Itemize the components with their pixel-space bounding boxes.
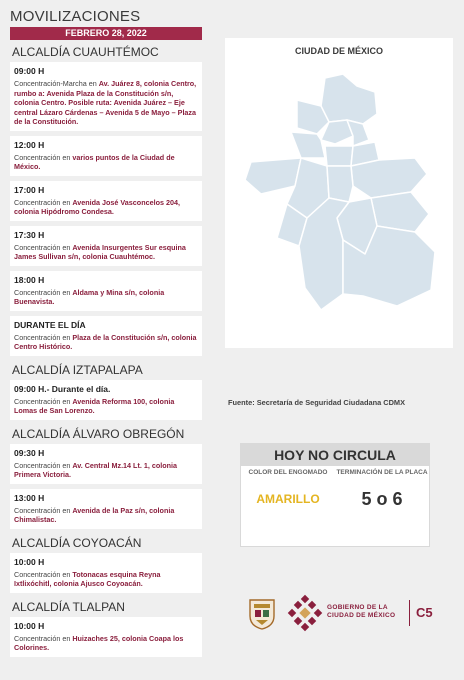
event-description bbox=[14, 79, 198, 127]
hnc-color-label: COLOR DEL ENGOMADO bbox=[248, 469, 328, 476]
event-location: Av. Juárez 8, colonia Centro, rumbo a: Avenida Plaza de la Constitución s/n, colonia Centro. Posible ruta: Avenida Juárez – Eje central Lázaro Cárdenas – Avenida 5 de Mayo – Plaza de la Constitución. bbox=[14, 79, 197, 126]
alcaldia-heading: ALCALDÍA ÁLVARO OBREGÓN bbox=[12, 426, 185, 441]
event-location: Avenida de la Paz s/n, colonia Chimalistac. bbox=[14, 505, 175, 524]
map-region bbox=[327, 166, 353, 202]
event-card bbox=[10, 62, 202, 131]
cdmx-logo-icon bbox=[287, 594, 323, 632]
cdmx-map bbox=[225, 62, 453, 342]
map-region bbox=[325, 146, 353, 166]
map-region bbox=[245, 158, 301, 194]
event-card bbox=[10, 226, 202, 266]
event-type: Concentración en bbox=[14, 242, 73, 252]
event-description bbox=[14, 461, 198, 480]
event-card bbox=[10, 553, 202, 593]
alcaldia-heading: ALCALDÍA IZTAPALAPA bbox=[12, 362, 143, 377]
event-time: 09:30 H bbox=[14, 447, 45, 458]
event-time: 17:00 H bbox=[14, 184, 45, 195]
event-location: Huizaches 25, colonia Coapa los Colorines. bbox=[14, 633, 184, 652]
map-panel bbox=[225, 38, 453, 348]
event-description bbox=[14, 288, 198, 307]
events-list bbox=[10, 43, 202, 662]
event-type: Concentración-Marcha en bbox=[14, 79, 99, 88]
coat-of-arms-icon bbox=[247, 596, 277, 630]
alcaldia-heading: ALCALDÍA TLALPAN bbox=[12, 599, 125, 614]
event-location: Totonacas esquina Reyna Ixtlixóchitl, colonia Ajusco Coyoacán. bbox=[14, 569, 161, 588]
alcaldia-heading: ALCALDÍA COYOACÁN bbox=[12, 535, 142, 550]
event-time: 13:00 H bbox=[14, 492, 45, 503]
event-card bbox=[10, 316, 202, 356]
map-title: CIUDAD DE MÉXICO bbox=[294, 46, 383, 56]
page-title: MOVILIZACIONES bbox=[10, 8, 141, 25]
event-type: Concentración en bbox=[14, 287, 73, 297]
event-time: 18:00 H bbox=[14, 274, 45, 285]
event-description bbox=[14, 243, 198, 262]
event-type: Concentración en bbox=[14, 460, 73, 470]
event-description bbox=[14, 198, 198, 217]
hnc-plate-label: TERMINACIÓN DE LA PLACA bbox=[336, 469, 428, 476]
event-location: Avenida José Vasconcelos 204, colonia Hipódromo Condesa. bbox=[14, 197, 180, 216]
event-time: 09:00 H bbox=[14, 66, 45, 76]
event-type: Concentración en bbox=[14, 505, 73, 515]
map-region bbox=[291, 132, 325, 158]
hnc-title: HOY NO CIRCULA bbox=[241, 444, 429, 466]
event-description bbox=[14, 506, 198, 525]
event-card bbox=[10, 181, 202, 221]
event-time: DURANTE EL DÍA bbox=[14, 319, 86, 330]
hoy-no-circula-card bbox=[240, 443, 430, 547]
logo-divider bbox=[409, 600, 410, 626]
event-type: Concentración en bbox=[14, 152, 73, 162]
event-time: 10:00 H bbox=[14, 620, 45, 631]
event-time: 10:00 H bbox=[14, 556, 45, 567]
event-location: Aldama y Mina s/n, colonia Buenavista. bbox=[14, 287, 165, 306]
event-time: 17:30 H bbox=[14, 229, 45, 240]
event-location: Avenida Insurgentes Sur esquina James Sullivan s/n, colonia Cuauhtémoc. bbox=[14, 242, 186, 261]
event-location: Av. Central Mz.14 Lt. 1, colonia Primera Victoria. bbox=[14, 460, 177, 479]
event-location: Plaza de la Constitución s/n, colonia Centro Histórico. bbox=[14, 332, 197, 351]
event-card bbox=[10, 444, 202, 484]
event-description bbox=[14, 634, 198, 653]
alcaldia-heading: ALCALDÍA CUAUHTÉMOC bbox=[12, 45, 159, 59]
event-type: Concentración en bbox=[14, 569, 73, 579]
event-description bbox=[14, 153, 198, 172]
event-type: Concentración en bbox=[14, 396, 73, 406]
event-description bbox=[14, 333, 198, 352]
hnc-plate-value: 5 o 6 bbox=[361, 489, 403, 509]
gobierno-label: GOBIERNO DE LA CIUDAD DE MÉXICO bbox=[327, 604, 396, 619]
event-type: Concentración en bbox=[14, 197, 73, 207]
event-time: 12:00 H bbox=[14, 139, 45, 150]
event-card bbox=[10, 617, 202, 657]
event-description bbox=[14, 397, 198, 416]
footer-logos bbox=[245, 594, 445, 634]
event-card bbox=[10, 489, 202, 529]
event-description bbox=[14, 570, 198, 589]
event-location: varios puntos de la Ciudad de México. bbox=[14, 152, 175, 171]
hnc-color-value: AMARILLO bbox=[256, 492, 320, 506]
map-region bbox=[321, 74, 377, 124]
event-type: Concentración en bbox=[14, 332, 73, 342]
event-card bbox=[10, 271, 202, 311]
event-location: Avenida Reforma 100, colonia Lomas de San Lorenzo. bbox=[14, 396, 175, 415]
event-card bbox=[10, 136, 202, 176]
event-card bbox=[10, 380, 202, 420]
event-type: Concentración en bbox=[14, 633, 73, 643]
date-banner: FEBRERO 28, 2022 bbox=[10, 27, 202, 40]
source-note: Fuente: Secretaría de Seguridad Ciudadana CDMX bbox=[228, 398, 406, 407]
c5-logo: C5 bbox=[416, 605, 433, 620]
map-region bbox=[351, 158, 427, 198]
event-time: 09:00 H.- Durante el día. bbox=[14, 383, 111, 394]
